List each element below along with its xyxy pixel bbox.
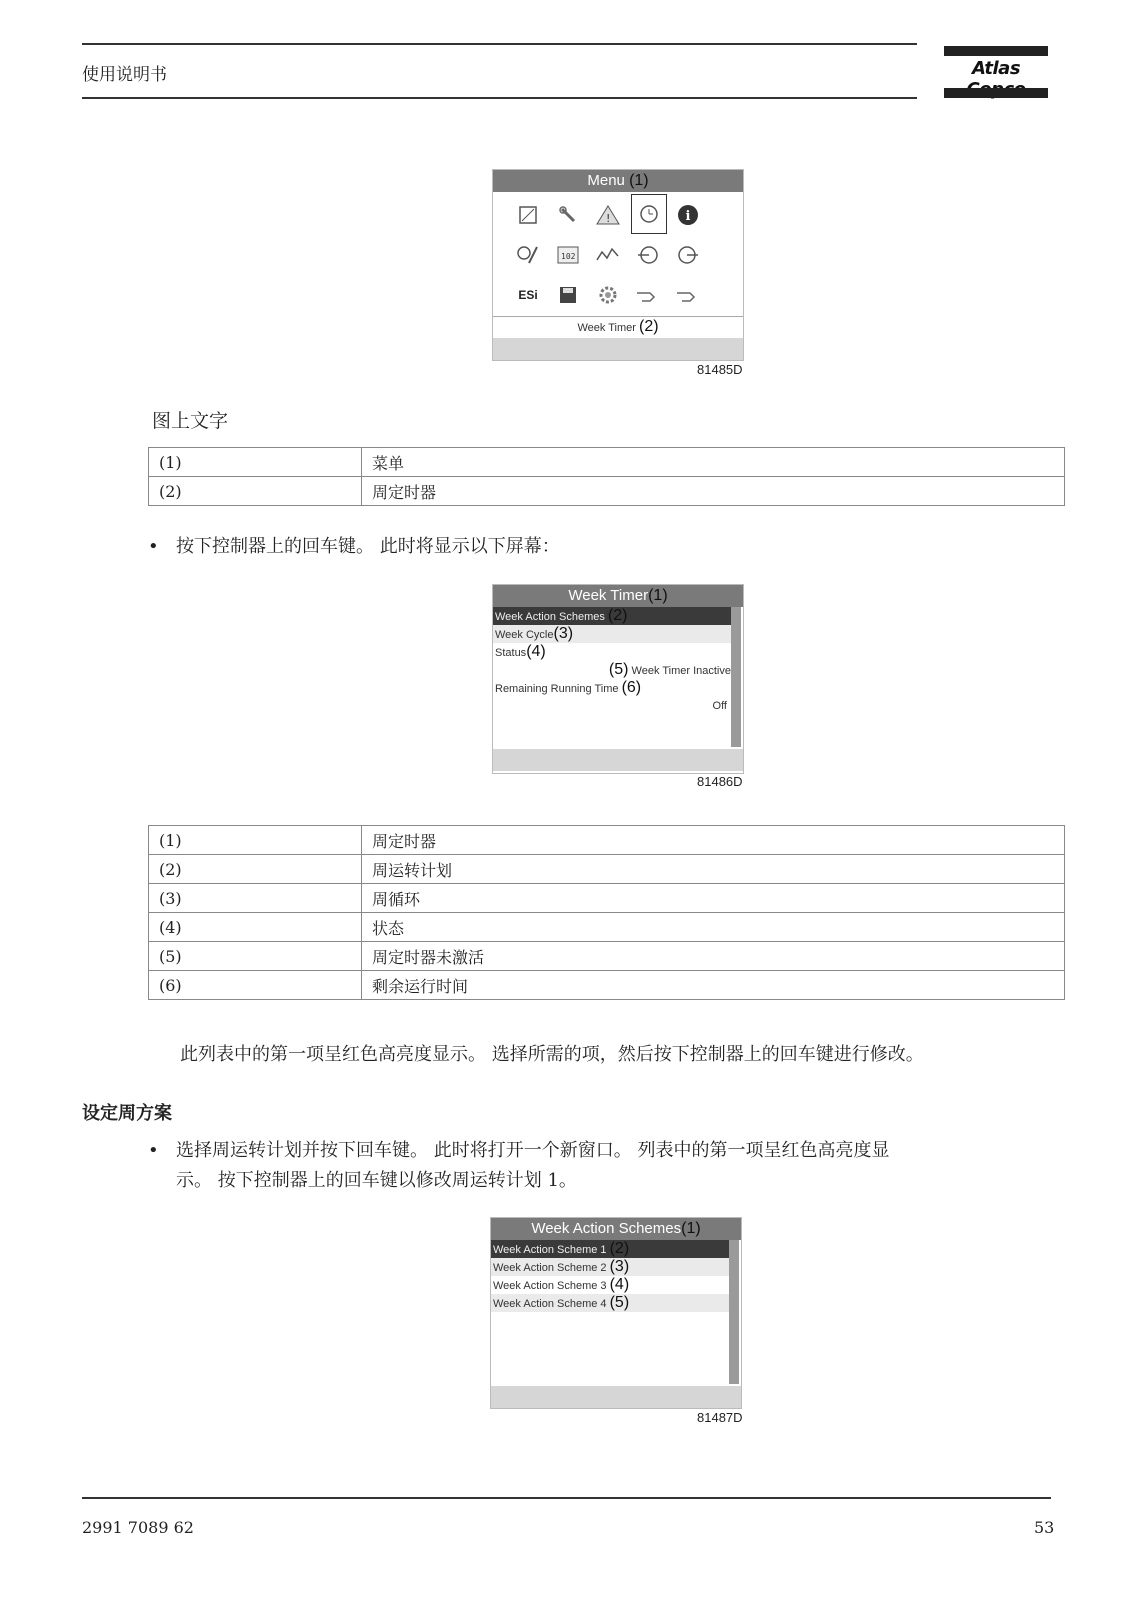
table-row: (1) 周定时器	[149, 826, 1065, 855]
output-icon	[673, 240, 703, 270]
brand-logo-text: Atlas	[971, 58, 1021, 79]
input-icon	[633, 240, 663, 270]
settings-icon	[593, 280, 623, 310]
table-row: (2) 周定时器	[149, 477, 1065, 506]
hand-icon-2	[673, 280, 703, 310]
svg-text:!: !	[606, 212, 611, 225]
svg-text:i: i	[685, 209, 691, 224]
week-timer-screen	[492, 584, 744, 774]
week-timer-title: Week Timer(1)	[493, 585, 743, 607]
legend-table-1	[148, 447, 1065, 506]
info-icon	[673, 200, 703, 230]
save-icon	[553, 280, 583, 310]
scrollbar[interactable]	[731, 607, 741, 747]
menu-screen-title: Menu (1)	[493, 170, 743, 192]
figure-caption: 图上文字	[152, 410, 229, 432]
header-title: 使用说明书	[82, 65, 167, 85]
bullet-item-2: • 选择周运转计划并按下回车键。 此时将打开一个新窗口。 列表中的第一项呈红色高亮度显 示。 按下控制器上的回车键以修改周运转计划 1。	[148, 1140, 890, 1191]
svg-text:102: 102	[561, 252, 576, 261]
header-rule-bottom	[82, 97, 917, 99]
table-row: (2) 周运转计划	[149, 855, 1065, 884]
service-icon	[513, 240, 543, 270]
counter-icon	[553, 240, 583, 270]
table-row: (4) 状态	[149, 913, 1065, 942]
menu-status-line: Week Timer (2)	[577, 318, 659, 335]
section-heading: 设定周方案	[82, 1103, 172, 1124]
menu-screen	[492, 169, 744, 361]
table-row: (5) 周定时器未激活	[149, 942, 1065, 971]
hand-icon-1	[633, 280, 663, 310]
page-number: 53	[1034, 1518, 1055, 1537]
list-item[interactable]: Week Action Scheme 4 (5)	[491, 1294, 729, 1312]
schemes-title: Week Action Schemes(1)	[491, 1218, 741, 1240]
list-item[interactable]: Week Action Scheme 1 (2)	[491, 1240, 729, 1258]
diagram-icon	[513, 200, 543, 230]
figure-id-1: 81485D	[697, 362, 743, 377]
scrollbar[interactable]	[729, 1240, 739, 1384]
bullet-item-1: • 按下控制器上的回车键。 此时将显示以下屏幕：	[148, 536, 560, 557]
header-rule-top	[82, 43, 917, 45]
list-item[interactable]: Week Action Schemes (2)	[493, 607, 731, 625]
clock-icon[interactable]	[631, 194, 667, 234]
figure-id-2: 81486D	[697, 774, 743, 789]
remaining-value: Off	[712, 700, 727, 712]
table-row: (1) 菜单	[149, 448, 1065, 477]
list-item[interactable]: Week Action Scheme 3 (4)	[493, 1276, 630, 1293]
list-item[interactable]: Week Cycle(3)	[493, 625, 731, 643]
list-item[interactable]: Status(4)	[495, 643, 546, 660]
footer-rule	[82, 1497, 1051, 1499]
chart-icon	[593, 240, 623, 270]
doc-number: 2991 7089 62	[82, 1518, 194, 1537]
figure-id-3: 81487D	[697, 1410, 743, 1425]
paragraph-1: 此列表中的第一项呈红色高亮度显示。 选择所需的项，然后按下控制器上的回车键进行修改。	[180, 1044, 924, 1065]
table-row: (3) 周循环	[149, 884, 1065, 913]
list-item[interactable]: Remaining Running Time (6)	[495, 679, 642, 696]
wrench-icon	[553, 200, 583, 230]
esi-icon: ESi	[518, 288, 538, 302]
status-value: (5) Week Timer Inactive	[608, 661, 731, 678]
brand-logo	[944, 46, 1048, 100]
warning-icon	[593, 200, 623, 230]
list-item[interactable]: Week Action Scheme 2 (3)	[491, 1258, 729, 1276]
legend-table-2	[148, 825, 1065, 1000]
week-action-schemes-screen	[490, 1217, 742, 1409]
table-row: (6) 剩余运行时间	[149, 971, 1065, 1000]
